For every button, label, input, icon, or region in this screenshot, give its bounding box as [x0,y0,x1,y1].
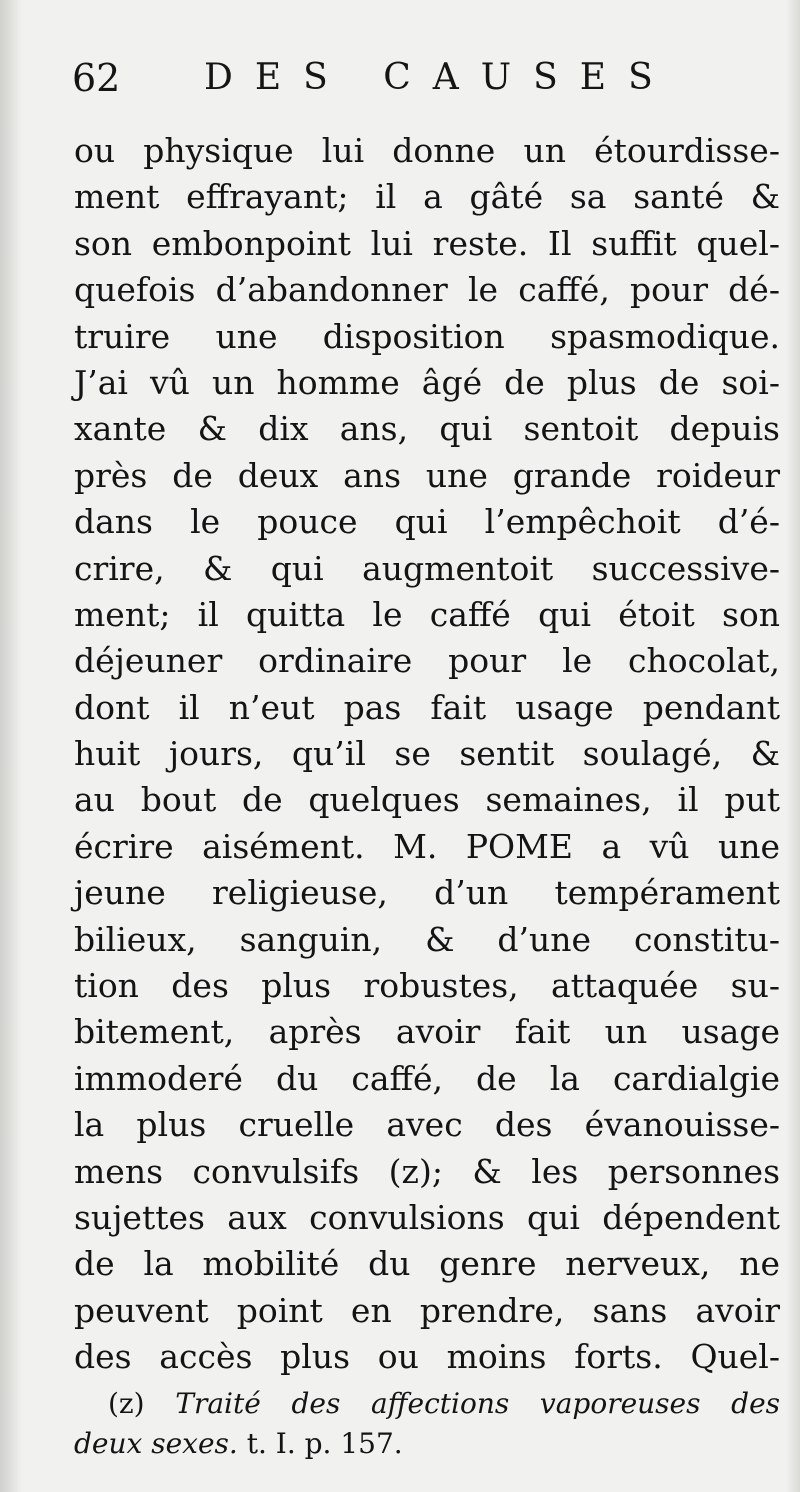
text-line: écrire aisément. M. POME a vû une [74,826,780,866]
text-line: la plus cruelle avec des évanouisse- [74,1105,780,1145]
running-title: DES CAUSES [204,57,675,98]
text-line: tion des plus robustes, attaquée su- [74,966,780,1006]
text-line: ou physique lui donne un étourdisse- [74,131,780,170]
text-line: truire une disposition spasmodique. [74,316,780,356]
footnote-reference: t. I. p. 157. [246,1427,403,1460]
text-line: peuvent point en prendre, sans avoir [74,1290,780,1330]
text-line: crire, & qui augmentoit successive- [74,548,780,588]
footnote [74,1384,780,1464]
text-line: des accès plus ou moins forts. Quel- [74,1337,780,1377]
text-line: J’ai vû un homme âgé de plus de soi- [74,362,780,402]
footnote-citation-title-end: deux sexes. [74,1427,238,1460]
text-line: bilieux, sanguin, & d’une constitu- [74,919,780,959]
text-line: près de deux ans une grande roideur [74,455,780,495]
text-line: de la mobilité du genre nerveux, ne [74,1244,780,1284]
text-line: huit jours, qu’il se sentit soulagé, & [74,734,780,774]
text-line: au bout de quelques semaines, il put [74,780,780,820]
text-line: xante & dix ans, qui sentoit depuis [74,409,780,449]
text-line: jeune religieuse, d’un tempérament [74,873,780,913]
page-number: 62 [72,56,121,100]
text-line: immoderé du caffé, de la cardialgie [74,1058,780,1098]
footnote-citation-title: Traité des affections vaporeuses des [175,1387,781,1420]
footnote-marker: (z) [108,1387,145,1420]
text-line: déjeuner ordinaire pour le chocolat, [74,641,780,681]
page-header [72,52,772,108]
text-line: bitement, après avoir fait un usage [74,1012,780,1052]
text-line: quefois d’abandonner le caffé, pour dé- [74,270,780,310]
footnote-line [74,1384,780,1424]
text-line: ment; il quitta le caffé qui étoit son [74,594,780,634]
page-edge-shadow [786,0,800,1492]
text-line: sujettes aux convulsions qui dépendent [74,1197,780,1237]
text-line: mens convulsifs (z); & les personnes [74,1151,780,1191]
text-line: dans le pouce qui l’empêchoit d’é- [74,502,780,542]
text-line: ment effrayant; il a gâté sa santé & [74,177,780,217]
body-text [74,128,780,1381]
text-line: son embonpoint lui reste. Il suffit quel- [74,223,780,263]
text-line: dont il n’eut pas fait usage pendant [74,687,780,727]
page-gutter-shadow [0,0,22,1492]
footnote-line [74,1424,780,1464]
